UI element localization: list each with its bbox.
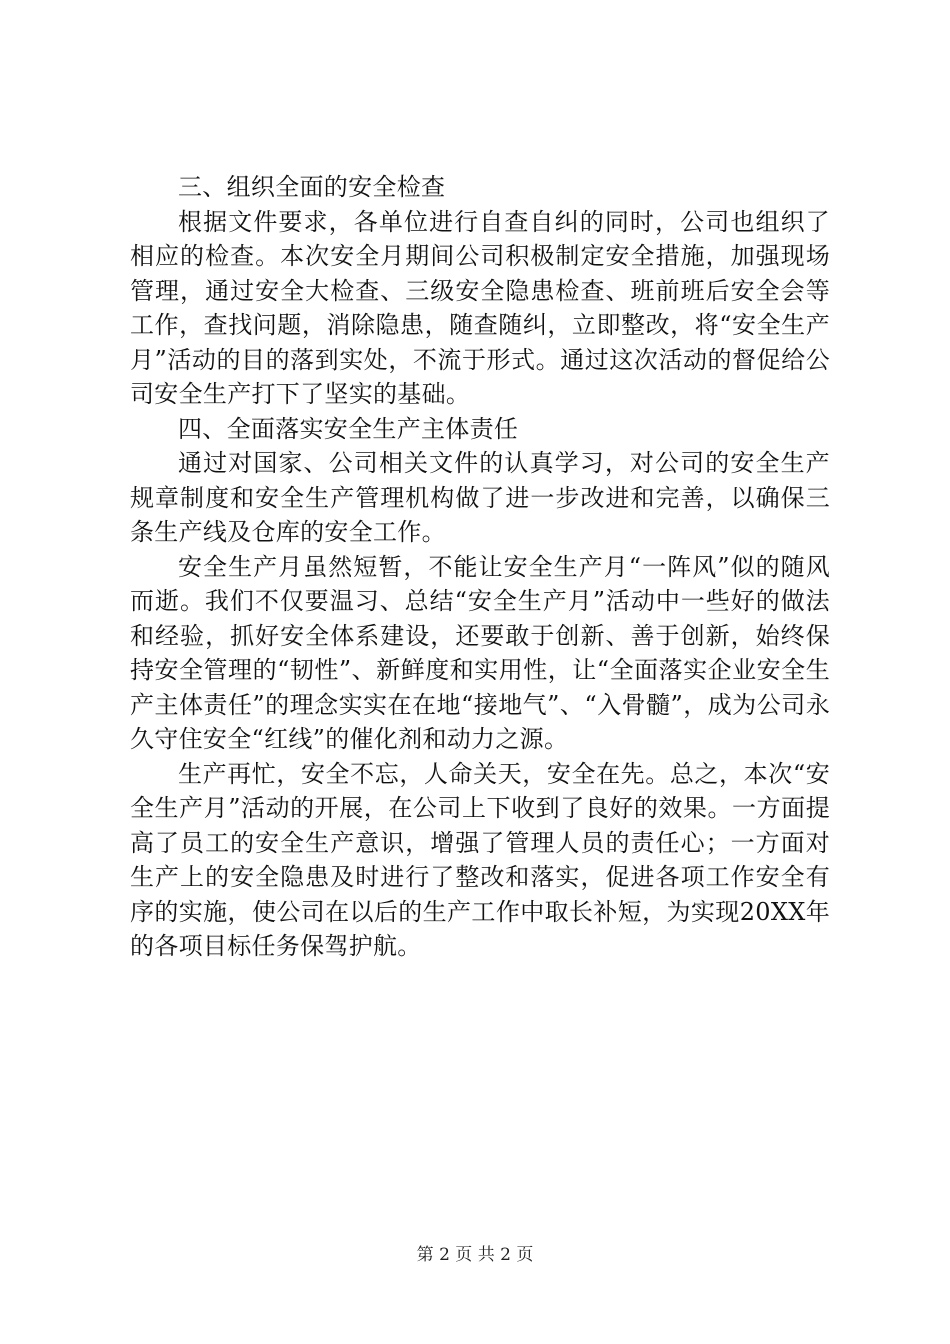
document-body xyxy=(130,170,830,964)
paragraph-conclusion: 生产再忙，安全不忘，人命关天，安全在先。总之，本次“安全生产月”活动的开展，在公司上下收到了良好的效果。一方面提高了员工的安全生产意识，增强了管理人员的责任心；一方面对生产上的安全隐患及时进行了整改和落实，促进各项工作安全有序的实施，使公司在以后的生产工作中取长补短，为实现20XX年的各项目标任务保驾护航。 xyxy=(130,759,830,960)
paragraph-safety-month: 安全生产月虽然短暂，不能让安全生产月“一阵风”似的随风而逝。我们不仅要温习、总结“安全生产月”活动中一些好的做法和经验，抓好安全体系建设，还要敢于创新、善于创新，始终保持安全管理的“韧性”、新鲜度和实用性，让“全面落实企业安全生产主体责任”的理念实实在在地“接地气”、“入骨髓”，成为公司永久守住安全“红线”的催化剂和动力之源。 xyxy=(130,552,830,753)
section-heading-4: 四、全面落实安全生产主体责任 xyxy=(178,414,519,443)
page-footer: 第 2 页 共 2 页 xyxy=(416,1245,534,1265)
paragraph-inspection: 根据文件要求，各单位进行自查自纠的同时，公司也组织了相应的检查。本次安全月期间公司积极制定安全措施，加强现场管理，通过安全大检查、三级安全隐患检查、班前班后安全会等工作，查找问题，消除隐患，随查随纠，立即整改，将“安全生产月”活动的目的落到实处，不流于形式。通过这次活动的督促给公司安全生产打下了坚实的基础。 xyxy=(130,207,830,408)
section-heading-3: 三、组织全面的安全检查 xyxy=(178,173,446,201)
paragraph-study: 通过对国家、公司相关文件的认真学习，对公司的安全生产规章制度和安全生产管理机构做了进一步改进和完善，以确保三条生产线及仓库的安全工作。 xyxy=(130,449,830,546)
